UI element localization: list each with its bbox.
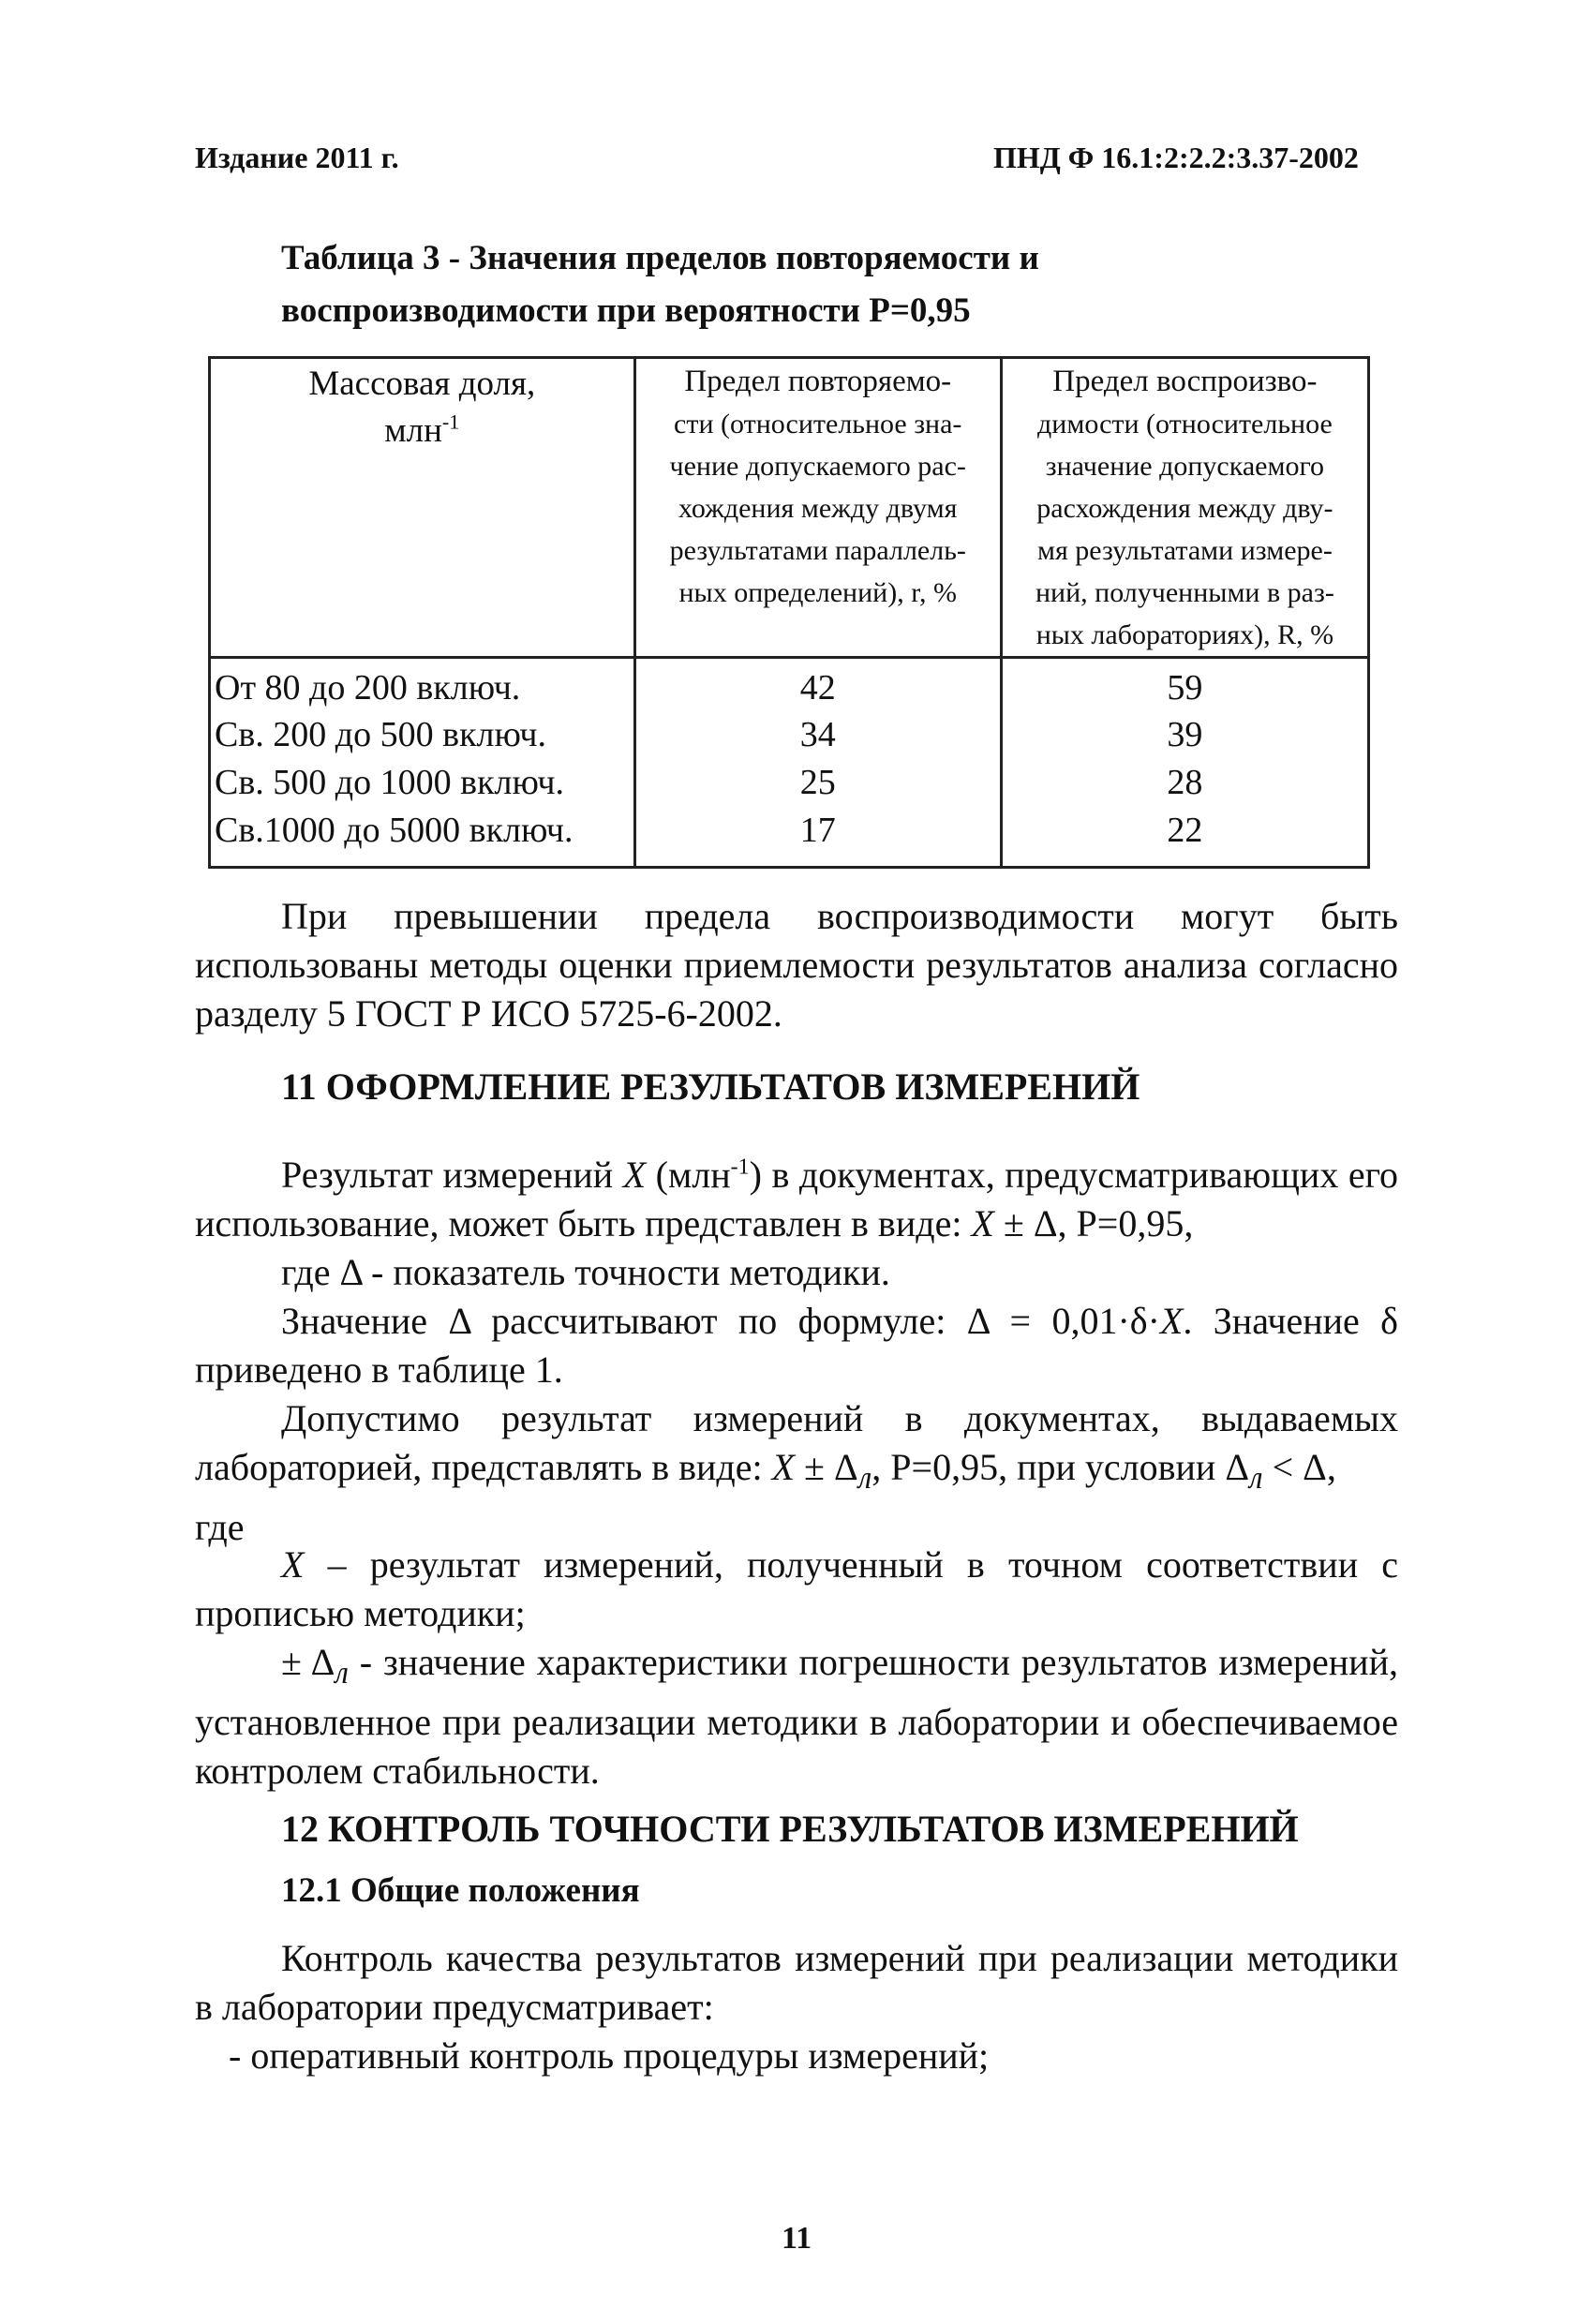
section-12-paragraph-1 bbox=[195, 1934, 1398, 2032]
header-reproducibility-title: Предел воспроизво- bbox=[1052, 365, 1318, 398]
s11p4-symbol-x: X bbox=[771, 1446, 796, 1488]
s11p5-symbol-x: X bbox=[281, 1543, 305, 1586]
s11p4-text-a: Допустимо результат измерений в документах, выдаваемых лабораторией, представлять в виде: bbox=[195, 1397, 1398, 1488]
header-mass-fraction bbox=[210, 358, 635, 658]
header-reproducibility-description: димости (относительное значение допускаемого расхождения между дву- мя результатами измере- ний, полученными в раз- ных лабораториях), R, % bbox=[1035, 409, 1334, 650]
s11p1-text-a: Результат измерений bbox=[281, 1154, 623, 1196]
cell-range: Св. 200 до 500 включ. bbox=[210, 711, 635, 759]
s11p4-text-d: < Δ, bbox=[1262, 1446, 1336, 1488]
s11p2-text: где Δ - показатель точности методики. bbox=[281, 1251, 890, 1293]
precision-table bbox=[208, 356, 1370, 869]
s11p1-text-b: (млн bbox=[646, 1154, 731, 1196]
header-repeatability-description: сти (относительное зна- чение допускаемого рас- хождения между двумя результатами параллель- ных определений), r, % bbox=[669, 409, 966, 608]
s11p4-text-c: , Р=0,95, при условии Δ bbox=[871, 1446, 1250, 1488]
s11p3-text-a: Значение Δ рассчитывают по формуле: Δ = 0,01·δ· bbox=[281, 1300, 1160, 1342]
table-row bbox=[210, 807, 1369, 868]
header-unit: млн bbox=[384, 411, 442, 450]
header-repeatability-limit bbox=[634, 358, 1001, 658]
section-11-paragraph-4 bbox=[195, 1394, 1398, 1552]
cell-range: Св. 500 до 1000 включ. bbox=[210, 759, 635, 807]
section-11-paragraph-1 bbox=[195, 1151, 1398, 1248]
cell-reproducibility: 22 bbox=[1001, 807, 1368, 868]
table-caption-line1: Таблица 3 - Значения пределов повторяемости и bbox=[281, 239, 1039, 277]
cell-reproducibility: 59 bbox=[1001, 658, 1368, 712]
header-mass-fraction-label: Массовая доля, bbox=[308, 365, 536, 403]
reproducibility-paragraph-text: При превышении предела воспроизводимости могут быть использованы методы оценки приемлемости результатов анализа согласно разделу 5 ГОСТ Р ИСО 5725-6-2002. bbox=[195, 895, 1398, 1035]
table-row bbox=[210, 658, 1369, 712]
s11p6-subscript: л bbox=[335, 1656, 349, 1691]
cell-repeatability: 17 bbox=[634, 807, 1001, 868]
cell-reproducibility: 28 bbox=[1001, 759, 1368, 807]
s11p1-text-c: ) в документах, предусматривающих его использование, может быть представлен в виде: bbox=[195, 1154, 1398, 1244]
s11p4-subscript-1: л bbox=[857, 1461, 872, 1496]
table-header-row bbox=[210, 358, 1369, 658]
cell-reproducibility: 39 bbox=[1001, 711, 1368, 759]
s12p1-text: Контроль качества результатов измерений при реализации методики в лаборатории предусматривает: bbox=[195, 1937, 1398, 2028]
s11p5-text: – результат измерений, полученный в точном соответствии с прописью методики; bbox=[195, 1543, 1398, 1634]
table-row bbox=[210, 711, 1369, 759]
s11p1-symbol-x: X bbox=[622, 1154, 647, 1196]
section-12-title: 12 КОНТРОЛЬ ТОЧНОСТИ РЕЗУЛЬТАТОВ ИЗМЕРЕНИЙ bbox=[281, 1808, 1299, 1850]
section-11-paragraph-3 bbox=[195, 1297, 1398, 1394]
section-11-paragraph-6 bbox=[195, 1638, 1398, 1795]
header-reproducibility-limit bbox=[1001, 358, 1368, 658]
table-caption bbox=[281, 232, 1039, 337]
s11p3-text-b: . Значение δ приведено в таблице 1. bbox=[195, 1300, 1398, 1391]
header-edition: Издание 2011 г. bbox=[195, 141, 399, 174]
table-caption-line2: воспроизводимости при вероятности Р=0,95 bbox=[281, 291, 971, 330]
section-11-title: 11 ОФОРМЛЕНИЕ РЕЗУЛЬТАТОВ ИЗМЕРЕНИЙ bbox=[281, 1065, 1140, 1108]
header-document-code: ПНД Ф 16.1:2:2.2:3.37-2002 bbox=[993, 141, 1359, 174]
section-12-list-item bbox=[229, 2032, 1398, 2080]
s11p4-text-b: ± Δ bbox=[795, 1446, 858, 1488]
cell-repeatability: 34 bbox=[634, 711, 1001, 759]
section-11-paragraph-5 bbox=[195, 1541, 1398, 1638]
section-11-paragraph-2 bbox=[195, 1248, 1398, 1297]
section-12-1-title: 12.1 Общие положения bbox=[281, 1871, 640, 1910]
s12p2-text: - оперативный контроль процедуры измерений; bbox=[229, 2034, 990, 2077]
s11p1-text-d: ± Δ, Р=0,95, bbox=[993, 1202, 1194, 1244]
s11p4-subscript-2: л bbox=[1249, 1461, 1263, 1496]
s11p6-text-b: - значение характеристики погрешности результатов измерений, установленное при реализации методики в лаборатории и обеспечиваемое контролем стабильности. bbox=[195, 1641, 1398, 1792]
reproducibility-paragraph bbox=[195, 892, 1398, 1038]
cell-range: Св.1000 до 5000 включ. bbox=[210, 807, 635, 868]
s11p4-text-e: где bbox=[195, 1506, 245, 1548]
cell-range: От 80 до 200 включ. bbox=[210, 658, 635, 712]
cell-repeatability: 42 bbox=[634, 658, 1001, 712]
s11p1-symbol-x2: X bbox=[971, 1202, 994, 1244]
header-unit-exponent: -1 bbox=[441, 410, 460, 434]
header-repeatability-title: Предел повторяемо- bbox=[684, 365, 952, 398]
s11p6-text-a: ± Δ bbox=[281, 1641, 335, 1683]
s11p3-symbol-x: X bbox=[1159, 1300, 1184, 1342]
s11p1-exponent: -1 bbox=[730, 1155, 750, 1180]
table-row bbox=[210, 759, 1369, 807]
page-number: 11 bbox=[782, 2221, 812, 2256]
cell-repeatability: 25 bbox=[634, 759, 1001, 807]
